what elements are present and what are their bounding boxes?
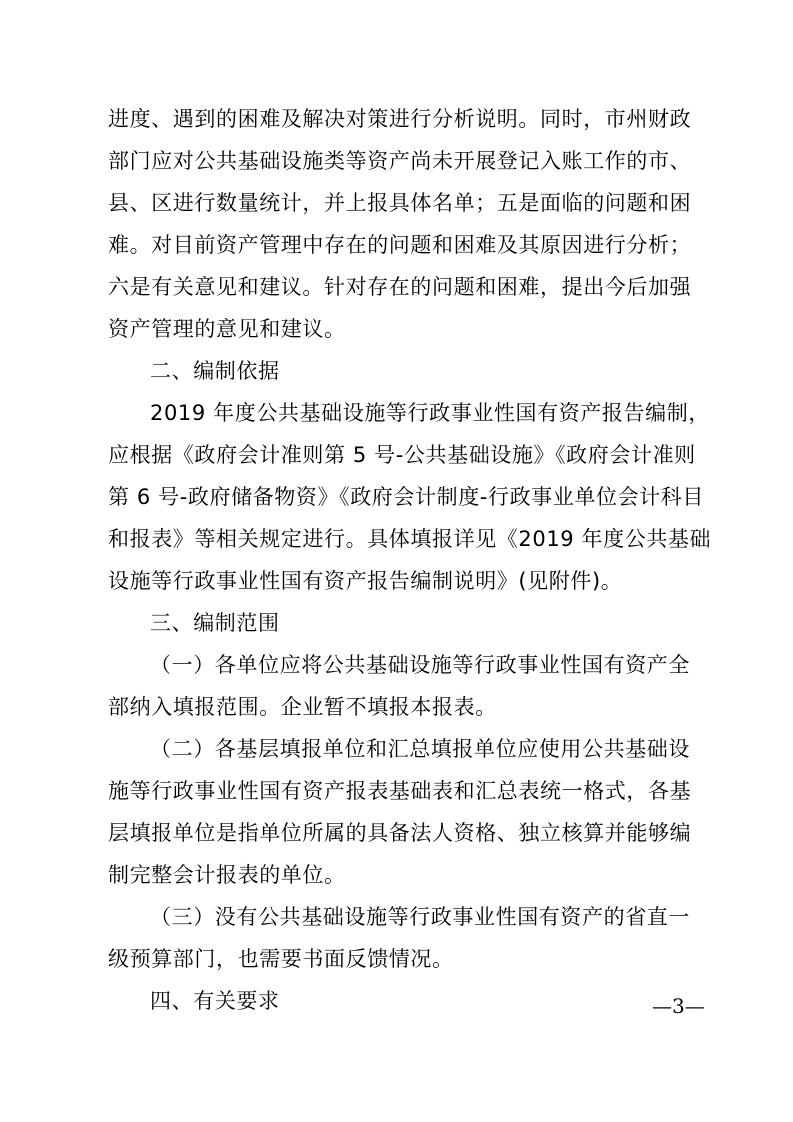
paragraph-line: 2019 年度公共基础设施等行政事业性国有资产报告编制， xyxy=(150,401,710,425)
paragraph-line: （三）没有公共基础设施等行政事业性国有资产的省直一 xyxy=(150,905,690,929)
paragraph-line: 难。对目前资产管理中存在的问题和困难及其原因进行分析； xyxy=(108,233,692,257)
paragraph-line: 县、区进行数量统计，并上报具体名单；五是面临的问题和困 xyxy=(108,191,692,215)
paragraph-line: 和报表》等相关规定进行。具体填报详见《2019 年度公共基础 xyxy=(108,527,712,551)
paragraph-line: 部纳入填报范围。企业暂不填报本报表。 xyxy=(108,695,497,719)
paragraph-line: 级预算部门，也需要书面反馈情况。 xyxy=(108,947,454,971)
paragraph-line: 层填报单位是指单位所属的具备法人资格、独立核算并能够编 xyxy=(108,821,692,845)
section-heading: 四、有关要求 xyxy=(150,989,280,1013)
paragraph-line: 部门应对公共基础设施类等资产尚未开展登记入账工作的市、 xyxy=(108,149,692,173)
paragraph-line: 第 6 号-政府储备物资》《政府会计制度-行政事业单位会计科目 xyxy=(108,485,704,509)
section-heading: 二、编制依据 xyxy=(150,359,280,383)
paragraph-line: 应根据《政府会计准则第 5 号-公共基础设施》《政府会计准则 xyxy=(108,443,696,467)
paragraph-line: 设施等行政事业性国有资产报告编制说明》(见附件)。 xyxy=(108,569,623,593)
paragraph-line: 六是有关意见和建议。针对存在的问题和困难，提出今后加强 xyxy=(108,275,692,299)
page-number: —3— xyxy=(652,994,705,1018)
section-heading: 三、编制范围 xyxy=(150,611,280,635)
paragraph-line: （二）各基层填报单位和汇总填报单位应使用公共基础设 xyxy=(150,737,690,761)
paragraph-line: 进度、遇到的困难及解决对策进行分析说明。同时，市州财政 xyxy=(108,107,692,131)
paragraph-line: 制完整会计报表的单位。 xyxy=(108,863,346,887)
paragraph-line: 资产管理的意见和建议。 xyxy=(108,317,346,341)
paragraph-line: （一）各单位应将公共基础设施等行政事业性国有资产全 xyxy=(150,653,690,677)
paragraph-line: 施等行政事业性国有资产报表基础表和汇总表统一格式，各基 xyxy=(108,779,692,803)
